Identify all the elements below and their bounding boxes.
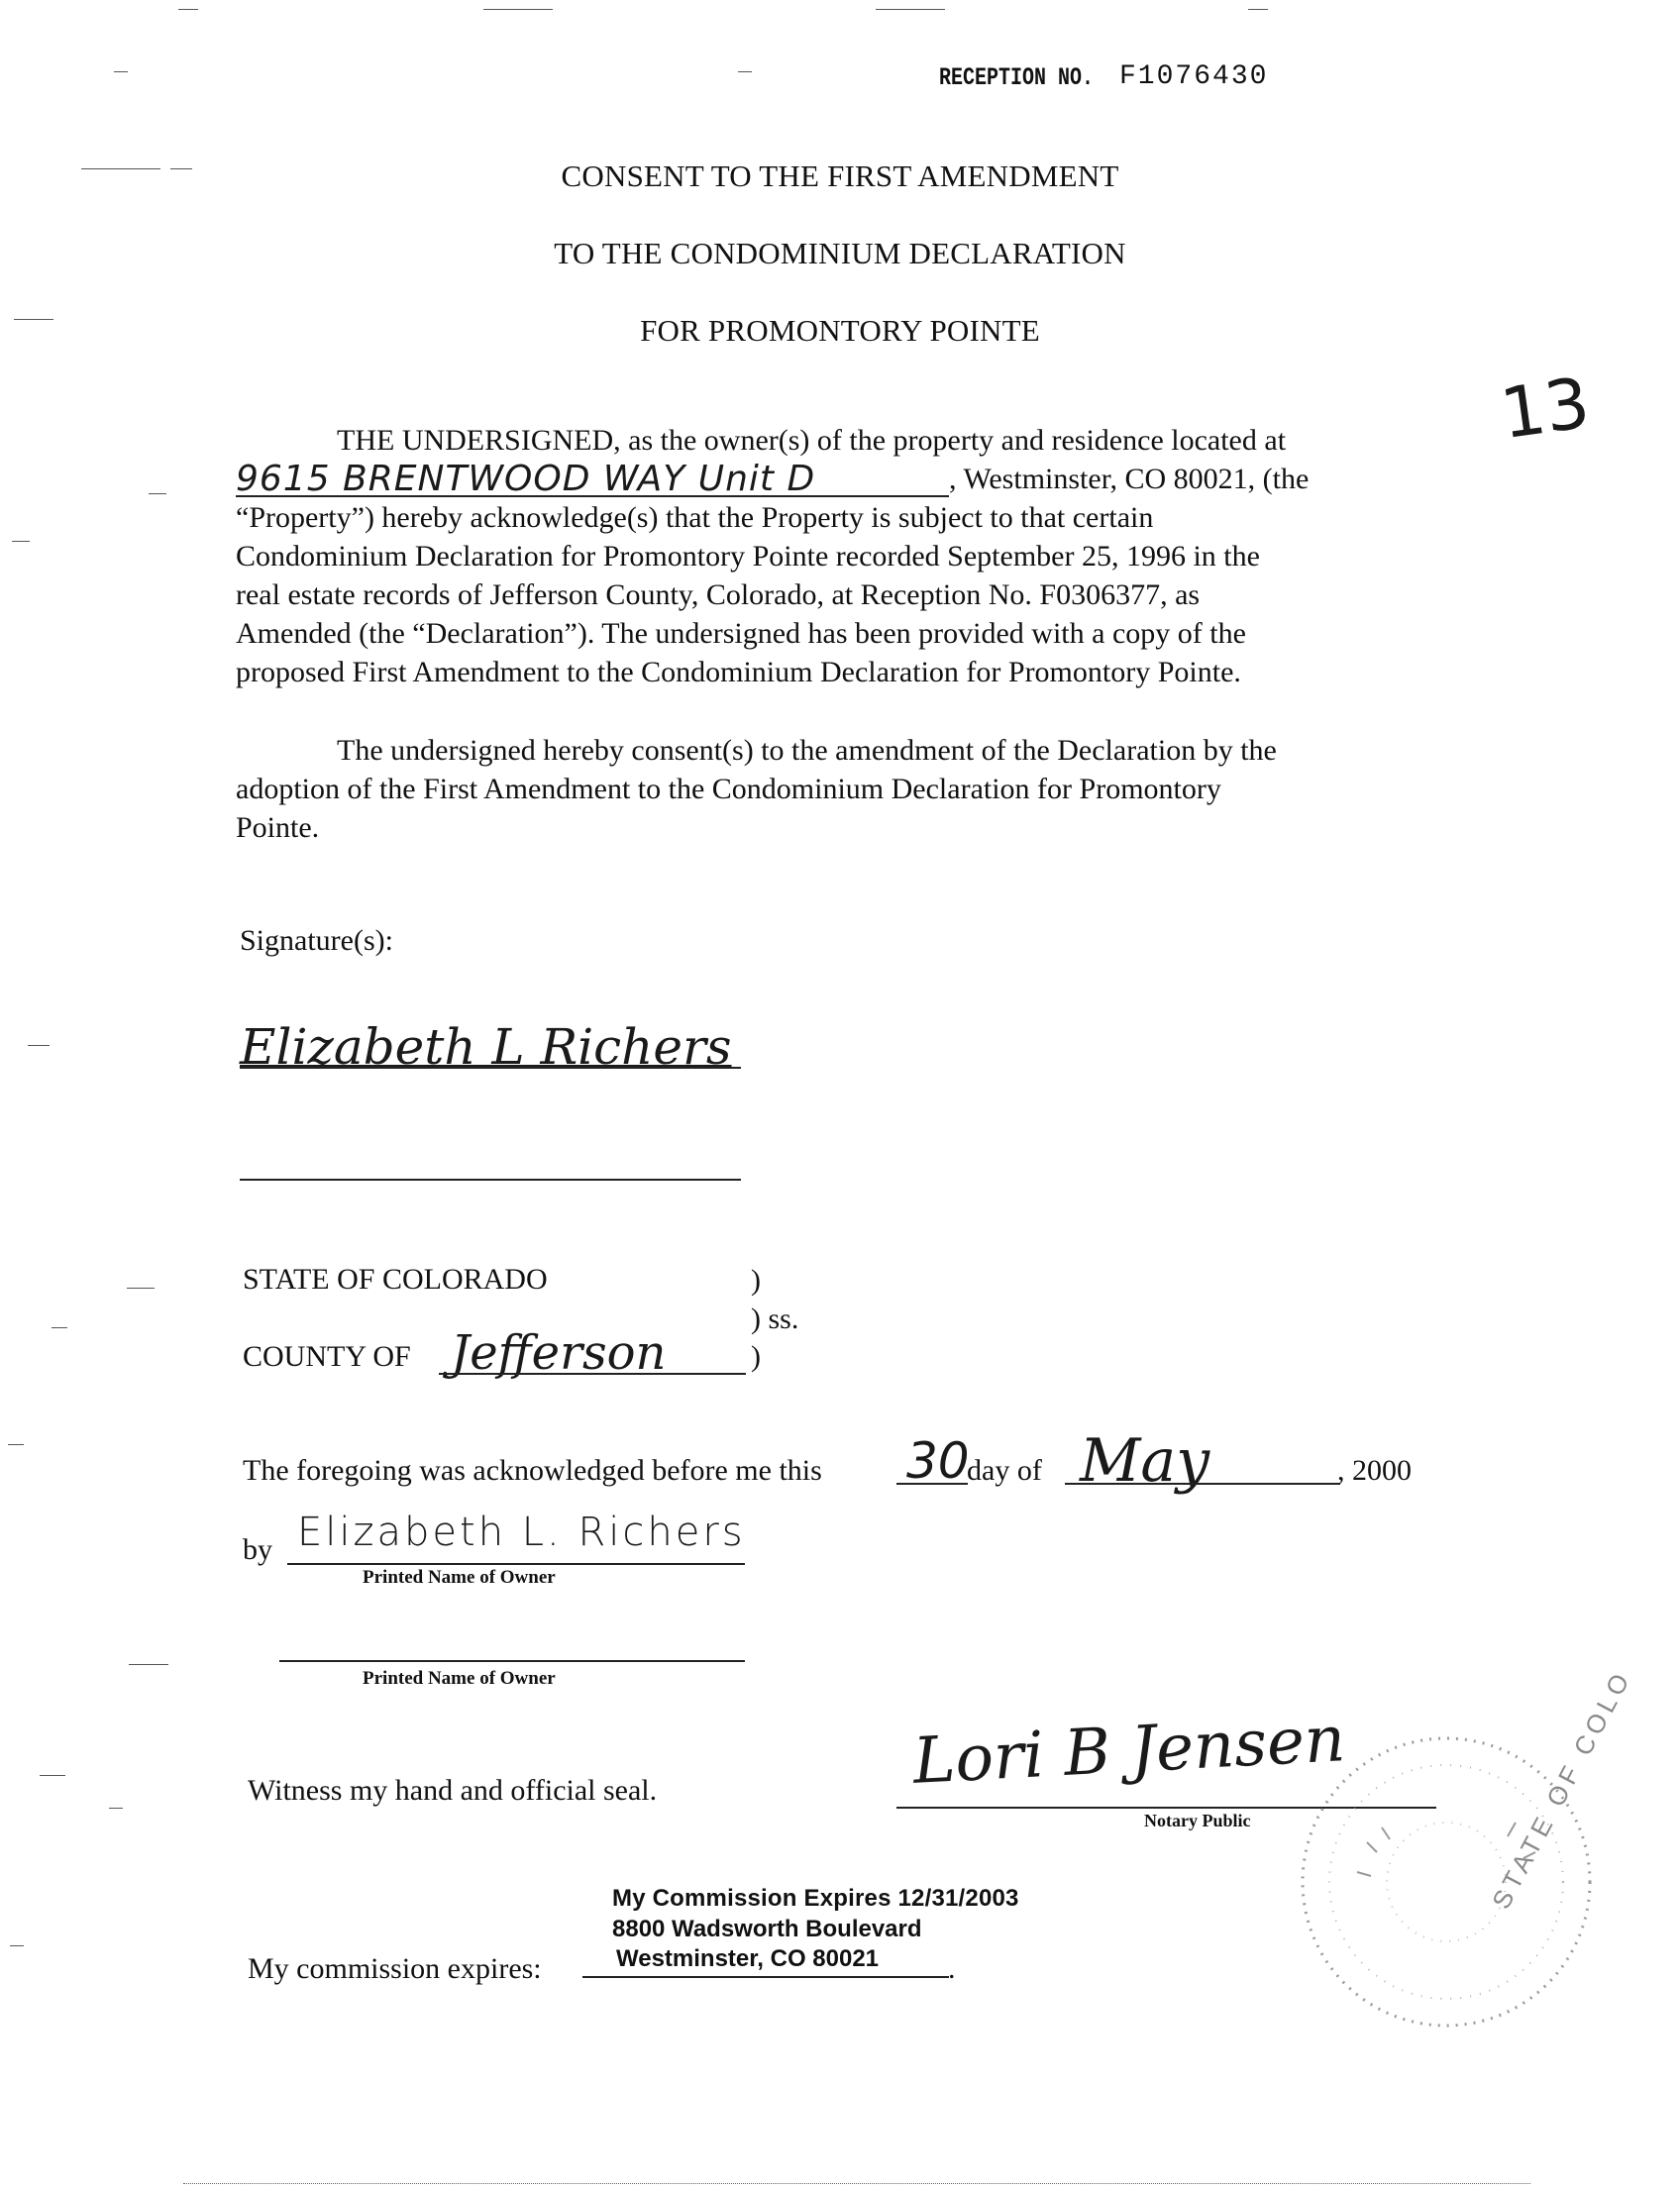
handwritten-address: 9615 BRENTWOOD WAY Unit D bbox=[236, 459, 816, 499]
reception-number: F1076430 bbox=[1119, 61, 1269, 92]
acknowledgment-text: The foregoing was acknowledged before me this bbox=[243, 1454, 822, 1487]
title-line-2: TO THE CONDOMINIUM DECLARATION bbox=[554, 236, 1126, 270]
paragraph-2-line-2: adoption of the First Amendment to the Condominium Declaration for Promontory bbox=[236, 773, 1221, 805]
venue-paren-bottom: ) bbox=[751, 1340, 761, 1373]
corner-handwritten-mark: 13 bbox=[1496, 362, 1595, 456]
scan-artifact bbox=[109, 1808, 123, 1809]
paragraph-1-line-2: , Westminster, CO 80021, (the bbox=[949, 463, 1310, 495]
by-label: by bbox=[243, 1533, 272, 1566]
title-line-1: CONSENT TO THE FIRST AMENDMENT bbox=[561, 158, 1119, 193]
paragraph-1-line-5: real estate records of Jefferson County, Colorado, at Reception No. F0306377, as bbox=[236, 578, 1201, 611]
scan-artifact bbox=[738, 71, 752, 72]
commission-stamp-line-3: Westminster, CO 80021 bbox=[616, 1945, 880, 1972]
printed-name-caption-2: Printed Name of Owner bbox=[363, 1668, 556, 1689]
venue-ss: ) ss. bbox=[751, 1303, 799, 1335]
seal-text: STATE OF COLO bbox=[1486, 1664, 1637, 1915]
signature-line-2 bbox=[240, 1179, 741, 1181]
commission-stamp-line-2: 8800 Wadsworth Boulevard bbox=[612, 1916, 922, 1942]
acknowledgment-year: , 2000 bbox=[1337, 1454, 1412, 1487]
commission-label: My commission expires: bbox=[248, 1952, 542, 1985]
reception-label: RECEPTION NO. bbox=[939, 63, 1095, 92]
commission-blank-line bbox=[582, 1976, 949, 1978]
printed-owner-name: Elizabeth L. Richers bbox=[297, 1510, 746, 1555]
venue-paren-top: ) bbox=[751, 1264, 761, 1297]
paragraph-1-line-7: proposed First Amendment to the Condominium Declaration for Promontory Pointe. bbox=[236, 656, 1241, 688]
month-blank-line bbox=[1065, 1483, 1340, 1485]
scan-artifact bbox=[28, 1045, 50, 1046]
scan-artifact bbox=[10, 1945, 24, 1946]
notary-seal bbox=[1288, 1664, 1637, 2040]
scan-artifact bbox=[40, 1775, 65, 1776]
witness-text: Witness my hand and official seal. bbox=[248, 1774, 658, 1807]
title-line-3: FOR PROMONTORY POINTE bbox=[640, 313, 1040, 348]
paragraph-1-line-3: “Property”) hereby acknowledge(s) that the Property is subject to that certain bbox=[236, 501, 1154, 534]
scan-artifact bbox=[129, 1664, 168, 1665]
scan-artifact bbox=[483, 9, 553, 10]
county-handwritten: Jefferson bbox=[451, 1325, 667, 1381]
scan-artifact bbox=[127, 1288, 155, 1289]
scan-artifact bbox=[876, 9, 945, 10]
printed-name-line-1 bbox=[287, 1563, 745, 1565]
signature-line-1 bbox=[240, 1067, 741, 1069]
state-label: STATE OF COLORADO bbox=[243, 1263, 548, 1296]
paragraph-1-line-4: Condominium Declaration for Promontory Pointe recorded September 25, 1996 in the bbox=[236, 540, 1260, 573]
day-blank-line bbox=[896, 1483, 968, 1485]
owner-signature: Elizabeth L Richers bbox=[240, 1018, 732, 1076]
scan-artifact bbox=[149, 493, 166, 494]
scan-artifact bbox=[178, 9, 198, 10]
county-label: COUNTY OF bbox=[243, 1340, 411, 1373]
address-blank-line bbox=[236, 495, 949, 497]
scan-artifact bbox=[8, 1444, 24, 1445]
printed-name-caption-1: Printed Name of Owner bbox=[363, 1567, 556, 1588]
scan-artifact bbox=[183, 2183, 1530, 2184]
printed-name-line-2 bbox=[279, 1660, 745, 1662]
acknowledgment-day: 30 bbox=[906, 1432, 970, 1490]
scan-artifact bbox=[52, 1327, 67, 1328]
signatures-label: Signature(s): bbox=[240, 924, 393, 957]
scan-artifact bbox=[114, 71, 128, 72]
scan-artifact bbox=[12, 541, 30, 542]
acknowledgment-month: May bbox=[1080, 1426, 1210, 1496]
county-blank-line bbox=[439, 1373, 746, 1375]
commission-stamp-line-1: My Commission Expires 12/31/2003 bbox=[612, 1885, 1019, 1912]
paragraph-2-line-3: Pointe. bbox=[236, 811, 320, 844]
scan-artifact bbox=[1248, 9, 1268, 10]
paragraph-1-line-6: Amended (the “Declaration”). The undersigned has been provided with a copy of the bbox=[236, 617, 1246, 650]
notary-signature: Lori B Jensen bbox=[911, 1703, 1347, 1799]
paragraph-1-line-1: THE UNDERSIGNED, as the owner(s) of the property and residence located at bbox=[337, 424, 1287, 457]
commission-period: . bbox=[948, 1952, 956, 1985]
day-of-label: day of bbox=[967, 1454, 1042, 1487]
notary-public-caption: Notary Public bbox=[1144, 1811, 1251, 1830]
paragraph-2-line-1: The undersigned hereby consent(s) to the amendment of the Declaration by the bbox=[337, 734, 1277, 767]
